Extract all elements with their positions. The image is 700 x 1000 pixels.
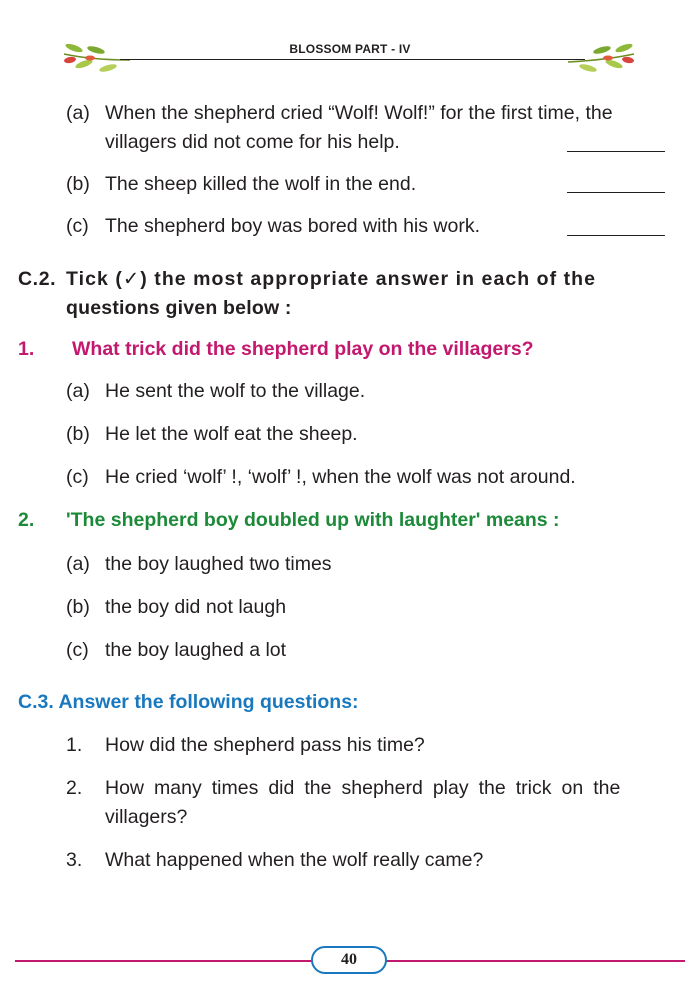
q1-option-b[interactable]: He let the wolf eat the sheep. [105,423,358,445]
c2-heading-number: C.2. [18,268,57,290]
q2-option-a-label: (a) [66,553,90,575]
q2-text: 'The shepherd boy doubled up with laughter' means : [66,509,560,531]
tf-label-a: (a) [66,102,90,124]
page-number: 40 [311,946,387,974]
q2-number: 2. [18,509,35,531]
q1-option-c[interactable]: He cried ‘wolf’ !, ‘wolf’ !, when the wolf was not around. [105,466,576,488]
q1-number: 1. [18,338,35,360]
tf-label-c: (c) [66,215,89,237]
c3-q3-text: What happened when the wolf really came? [105,849,484,871]
q1-option-a[interactable]: He sent the wolf to the village. [105,380,366,402]
q2-option-a[interactable]: the boy laughed two times [105,553,332,575]
q2-option-c[interactable]: the boy laughed a lot [105,639,287,661]
q1-option-a-label: (a) [66,380,90,402]
c3-q2-number: 2. [66,777,83,799]
page-header [0,0,700,80]
c3-q3-number: 3. [66,849,83,871]
answer-blank-c [567,235,665,236]
header-title: BLOSSOM PART - IV [289,42,411,56]
q1-option-c-label: (c) [66,466,89,488]
q1-option-b-label: (b) [66,423,90,445]
tf-statement-b: The sheep killed the wolf in the end. [105,173,417,195]
c3-heading: C.3. Answer the following questions: [18,691,359,713]
c3-q1-text: How did the shepherd pass his time? [105,734,425,756]
answer-blank-b [567,192,665,193]
tf-statement-a-line1: When the shepherd cried “Wolf! Wolf!” for the first time, the [105,102,613,124]
leaf-ornament-right-icon [566,40,636,78]
c3-q2-text-line1: How many times did the shepherd play the trick on the [105,777,621,799]
header-rule [120,59,585,60]
q2-option-b[interactable]: the boy did not laugh [105,596,287,618]
c2-heading-line2: questions given below : [66,297,292,319]
tf-statement-a-line2: villagers did not come for his help. [105,131,400,153]
footer-rule-left [15,960,313,962]
q2-option-b-label: (b) [66,596,90,618]
q2-option-c-label: (c) [66,639,89,661]
c3-q2-text-line2: villagers? [105,806,188,828]
footer-rule-right [385,960,685,962]
answer-blank-a [567,151,665,152]
c2-heading-line1: Tick (✓) the most appropriate answer in each of the [66,268,597,290]
tf-statement-c: The shepherd boy was bored with his work. [105,215,481,237]
c3-q1-number: 1. [66,734,83,756]
q1-text: What trick did the shepherd play on the villagers? [72,338,534,360]
tf-label-b: (b) [66,173,90,195]
